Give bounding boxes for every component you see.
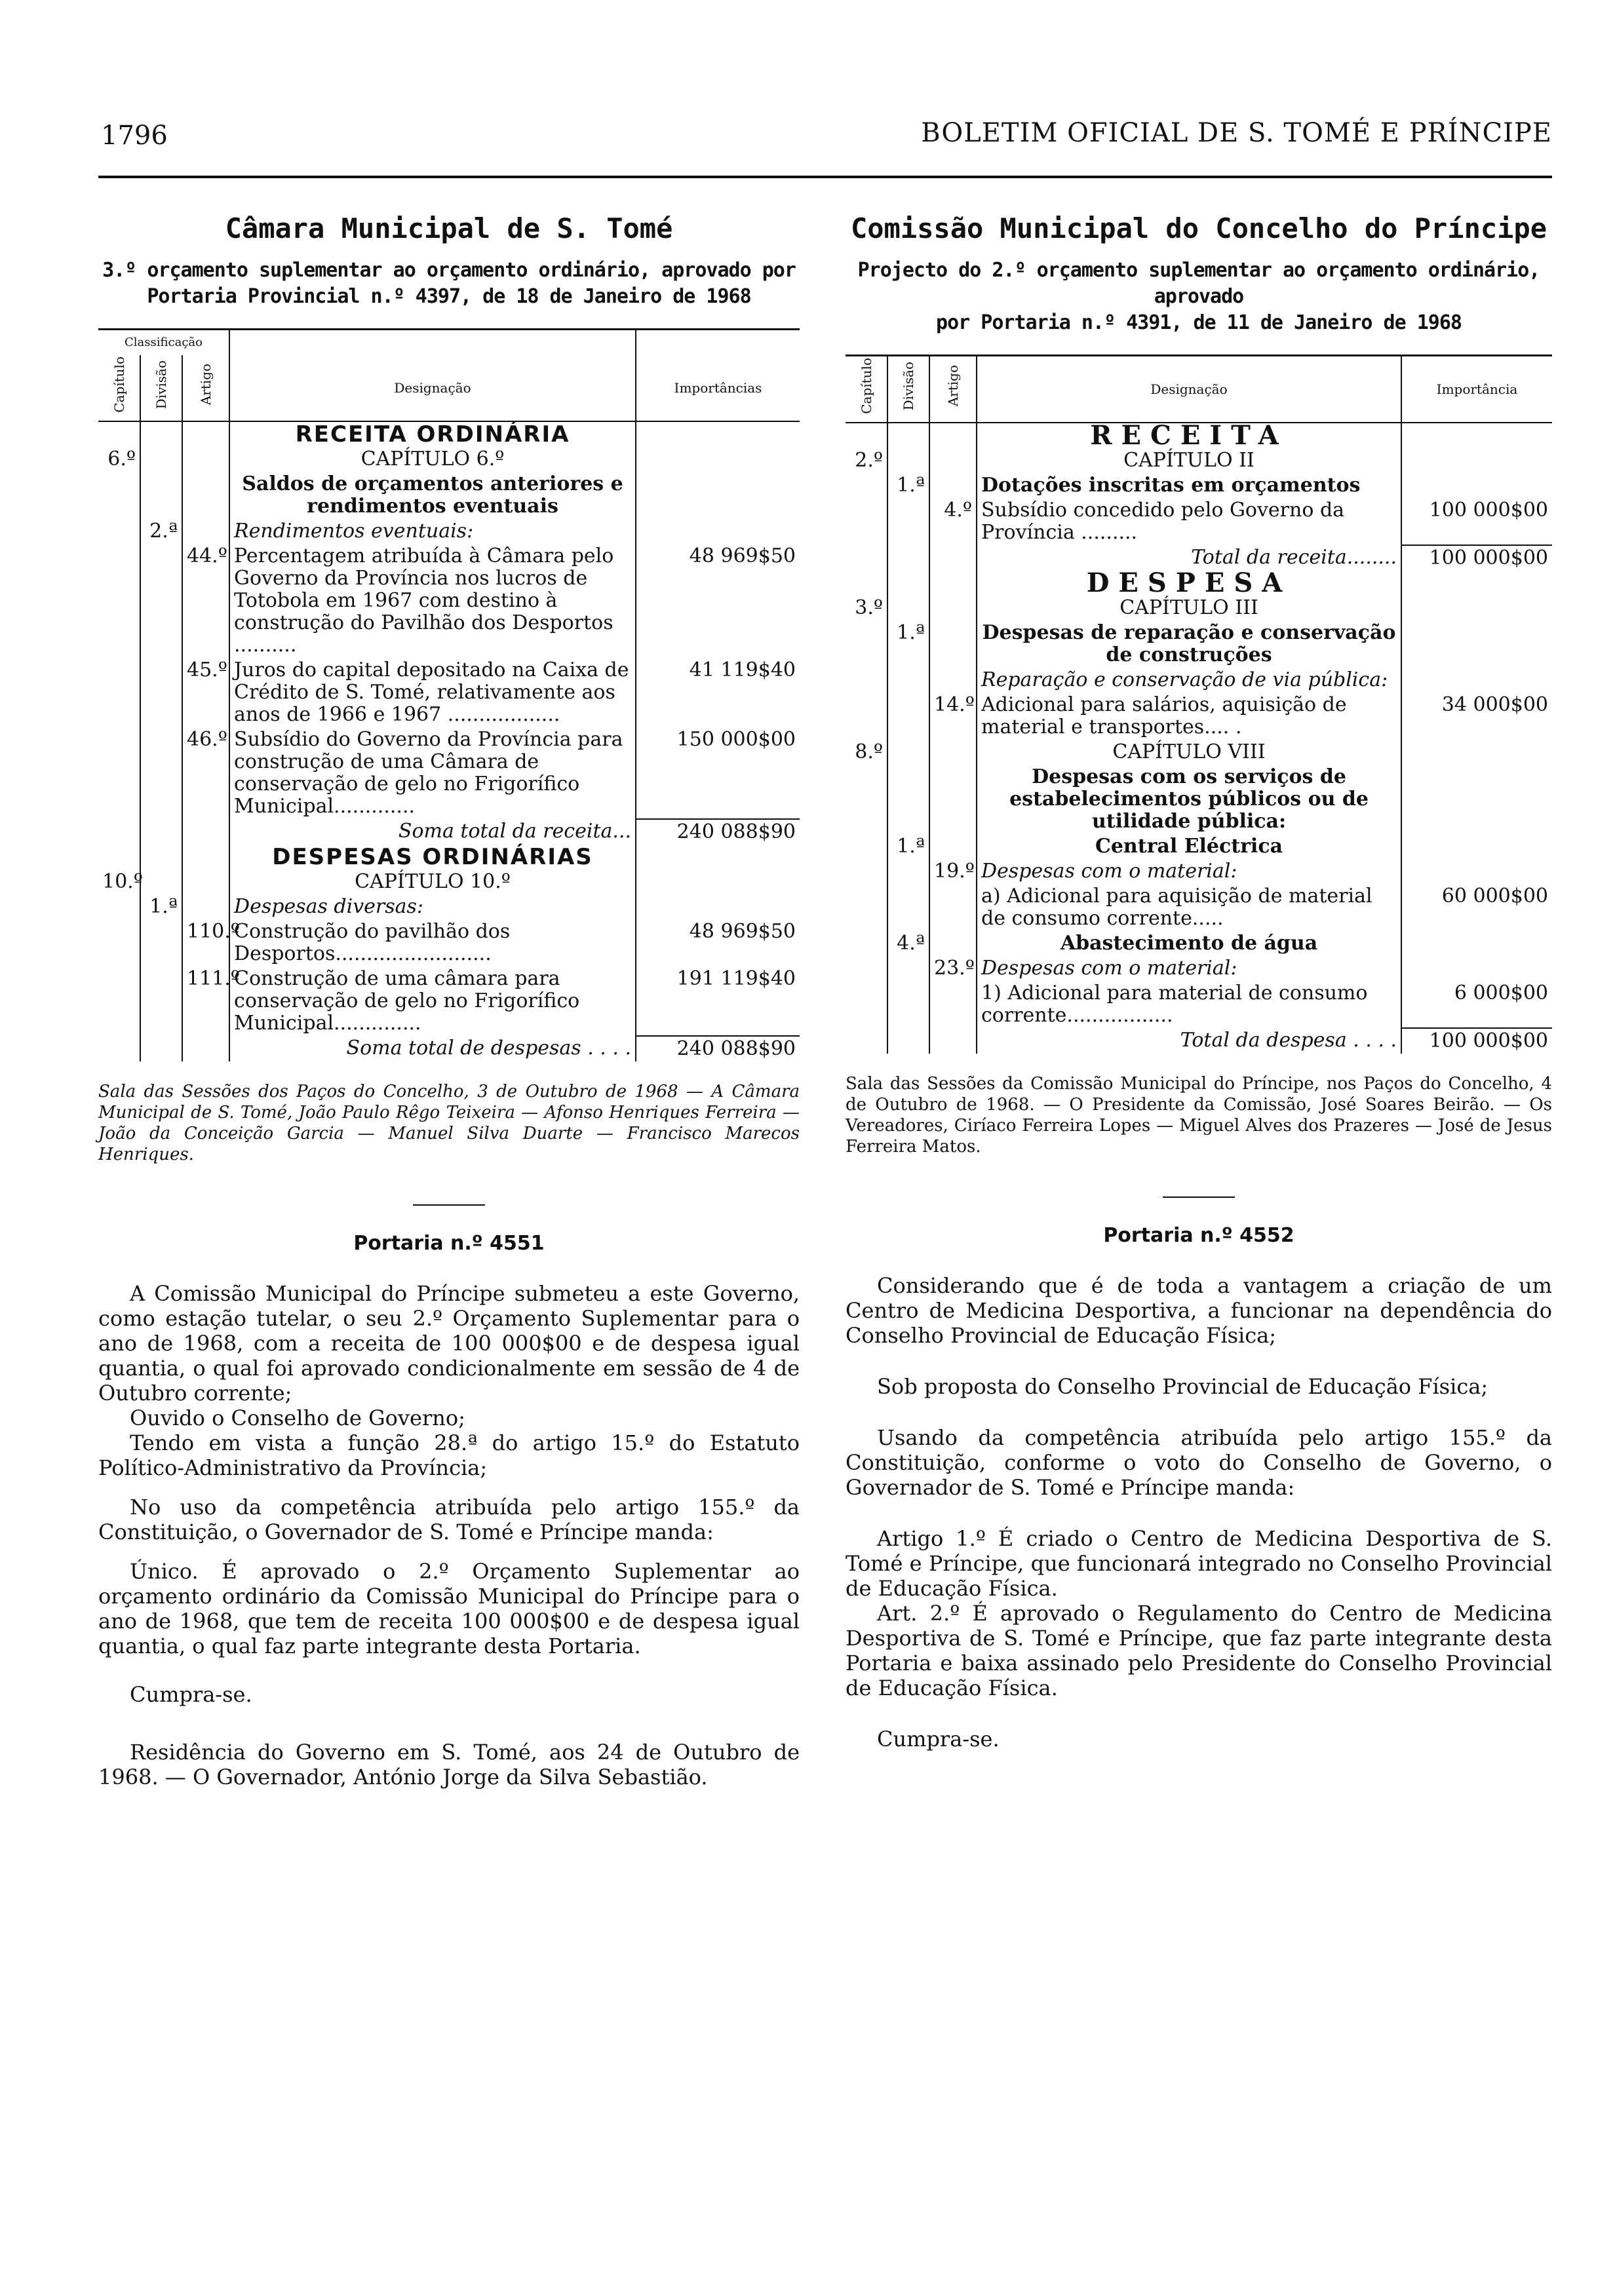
divisao-cell	[887, 571, 929, 596]
capitulo-cell	[846, 498, 887, 545]
page-number: 1796	[101, 121, 168, 151]
designacao-header: Designação	[229, 355, 636, 421]
capitulo-cell	[98, 819, 140, 845]
capitulo-cell	[846, 834, 887, 859]
divisao-cell	[887, 859, 929, 884]
paragraph: Artigo 1.º É criado o Centro de Medicina Desportiva de S. Tomé e Príncipe, que funcionará integrado no Conselho Provincial de Educação Física.	[846, 1525, 1552, 1601]
designacao-cell: Subsídio concedido pelo Governo da Província .........	[977, 498, 1401, 545]
paragraph: Único. É aprovado o 2.º Orçamento Suplementar ao orçamento ordinário da Comissão Municipal do Príncipe para o ano de 1968, que tem de receita 100 000$00 e de despesa igual quantia, o qual faz parte integrante desta Portaria.	[98, 1558, 800, 1658]
importancia-cell	[1401, 571, 1552, 596]
left-signature: Sala das Sessões dos Paços do Concelho, 3 de Outubro de 1968 — A Câmara Municipal de S. Tomé, João Paulo Rêgo Teixeira — Afonso Henriques Ferreira — João da Conceição Garcia — Manuel Silva Duarte — Francisco Marecos Henriques.	[98, 1081, 800, 1164]
header-rule	[98, 176, 1552, 178]
artigo-cell	[929, 596, 977, 621]
artigo-cell	[929, 740, 977, 765]
divisao-cell: 1.ª	[887, 834, 929, 859]
artigo-cell	[182, 519, 229, 544]
capitulo-cell	[98, 919, 140, 966]
designacao-cell: Percentagem atribuída à Câmara pelo Governo da Província nos lucros de Totobola em 1967 com destino à construção do Pavilhão dos Desportos ..........	[229, 544, 636, 658]
importancia-cell	[636, 421, 800, 447]
capitulo-cell	[846, 668, 887, 693]
table-row	[846, 956, 1552, 981]
table-row	[846, 473, 1552, 498]
designacao-cell: Rendimentos eventuais:	[229, 519, 636, 544]
table-row	[98, 447, 800, 472]
designacao-cell: CAPÍTULO II	[977, 448, 1401, 473]
artigo-cell: 46.º	[182, 727, 229, 819]
divisao-cell	[140, 845, 182, 870]
divisao-header: Divisão	[153, 360, 169, 410]
divisao-cell	[887, 596, 929, 621]
artigo-cell: 110.º	[182, 919, 229, 966]
importancia-cell	[636, 894, 800, 919]
table-row	[846, 498, 1552, 545]
table-row	[846, 571, 1552, 596]
importancia-cell: 48 969$50	[636, 919, 800, 966]
capitulo-cell	[846, 931, 887, 956]
importancia-cell	[636, 845, 800, 870]
artigo-cell	[929, 668, 977, 693]
designacao-cell: a) Adicional para aquisição de material de consumo corrente.....	[977, 884, 1401, 931]
left-title: Câmara Municipal de S. Tomé	[225, 212, 673, 244]
artigo-cell	[182, 870, 229, 894]
artigo-cell: 45.º	[182, 658, 229, 727]
designacao-cell: Total da receita........	[977, 545, 1401, 571]
journal-title: BOLETIM OFICIAL DE S. TOMÉ E PRÍNCIPE	[921, 118, 1552, 148]
capitulo-cell	[846, 859, 887, 884]
paragraph: Residência do Governo em S. Tomé, aos 24 de Outubro de 1968. — O Governador, António Jorge da Silva Sebastião.	[98, 1739, 800, 1789]
importancia-cell: 240 088$90	[636, 819, 800, 845]
importancia-cell	[1401, 668, 1552, 693]
artigo-cell: 4.º	[929, 498, 977, 545]
designacao-cell: Despesas com os serviços de estabelecimentos públicos ou de utilidade pública:	[977, 765, 1401, 834]
divisao-cell: 1.ª	[140, 894, 182, 919]
designacao-cell: CAPÍTULO VIII	[977, 740, 1401, 765]
artigo-cell: 44.º	[182, 544, 229, 658]
divisao-cell	[887, 545, 929, 571]
designacao-cell: Central Eléctrica	[977, 834, 1401, 859]
designacao-cell: Adicional para salários, aquisição de material e transportes.... .	[977, 693, 1401, 740]
section-divider	[413, 1204, 485, 1206]
paragraph: Art. 2.º É aprovado o Regulamento do Centro de Medicina Desportiva de S. Tomé e Príncipe, que faz parte integrante desta Portaria e baixa assinado pelo Presidente do Conselho Provincial de Educação Física.	[846, 1600, 1552, 1700]
table-row	[846, 596, 1552, 621]
right-column	[846, 197, 1552, 1751]
importancia-cell: 34 000$00	[1401, 693, 1552, 740]
designacao-cell: Soma total da receita...	[229, 819, 636, 845]
artigo-cell: 19.º	[929, 859, 977, 884]
importancia-cell	[636, 447, 800, 472]
capitulo-cell: 3.º	[855, 596, 883, 619]
paragraph: Sob proposta do Conselho Provincial de Educação Física;	[877, 1373, 1489, 1399]
designacao-header: Designação	[977, 356, 1401, 423]
classificacao-header: Classificação	[98, 330, 229, 356]
artigo-cell: 111.º	[182, 966, 229, 1036]
capitulo-cell	[846, 981, 887, 1028]
table-row	[98, 845, 800, 870]
designacao-cell: Juros do capital depositado na Caixa de Crédito de S. Tomé, relativamente aos anos de 1966 e 1967 ..................	[229, 658, 636, 727]
divisao-cell	[140, 727, 182, 819]
table-row	[846, 668, 1552, 693]
importancia-cell	[1401, 473, 1552, 498]
artigo-cell	[929, 448, 977, 473]
capitulo-cell	[846, 473, 887, 498]
paragraph: A Comissão Municipal do Príncipe submeteu a este Governo, como estação tutelar, o seu 2.º Orçamento Suplementar para o ano de 1968, com a receita de 100 000$00 e de despesa igual quantia, o qual foi aprovado condicionalmente em sessão de 4 de Outubro corrente;	[98, 1280, 800, 1406]
capitulo-cell	[98, 544, 140, 658]
divisao-cell	[887, 1028, 929, 1054]
paragraph: No uso da competência atribuída pelo artigo 155.º da Constituição, o Governador de S. Tomé e Príncipe manda:	[98, 1494, 800, 1544]
artigo-cell	[182, 894, 229, 919]
importancia-cell	[636, 870, 800, 894]
capitulo-cell	[98, 727, 140, 819]
divisao-cell	[140, 870, 182, 894]
table-row	[98, 544, 800, 658]
divisao-cell	[887, 956, 929, 981]
paragraph: Tendo em vista a função 28.ª do artigo 15.º do Estatuto Político-Administrativo da Província;	[98, 1430, 800, 1480]
table-row	[846, 1028, 1552, 1054]
capitulo-cell	[846, 545, 887, 571]
divisao-cell	[887, 668, 929, 693]
capitulo-cell	[98, 1036, 140, 1062]
paragraph: Ouvido o Conselho de Governo;	[130, 1405, 465, 1430]
capitulo-cell	[98, 519, 140, 544]
artigo-cell	[182, 421, 229, 447]
importancia-cell	[636, 472, 800, 519]
divisao-cell	[887, 448, 929, 473]
artigo-cell	[929, 884, 977, 931]
page-header	[98, 115, 1552, 155]
importancia-cell	[1401, 834, 1552, 859]
designacao-cell: DESPESA	[977, 571, 1401, 596]
capitulo-cell	[846, 956, 887, 981]
table-row	[98, 894, 800, 919]
designacao-cell: Despesas diversas:	[229, 894, 636, 919]
designacao-cell: Construção de uma câmara para conservação de gelo no Frigorífico Municipal..............	[229, 966, 636, 1036]
designacao-cell: CAPÍTULO III	[977, 596, 1401, 621]
capitulo-cell	[98, 421, 140, 447]
capitulo-cell: 2.º	[855, 448, 883, 472]
artigo-cell	[182, 819, 229, 845]
capitulo-cell	[98, 472, 140, 519]
importancia-cell	[1401, 740, 1552, 765]
importancia-cell: 100 000$00	[1401, 545, 1552, 571]
table-row	[846, 859, 1552, 884]
left-subtitle-2: Portaria Provincial n.º 4397, de 18 de Janeiro de 1968	[147, 285, 751, 308]
divisao-cell: 1.ª	[887, 473, 929, 498]
capitulo-cell: 6.º	[107, 447, 136, 470]
divisao-cell	[887, 693, 929, 740]
designacao-cell: Despesas de reparação e conservação de construções	[977, 621, 1401, 668]
importancia-cell	[1401, 859, 1552, 884]
divisao-cell	[887, 765, 929, 834]
table-row	[846, 545, 1552, 571]
left-column	[98, 197, 800, 1789]
capitulo-cell	[846, 571, 887, 596]
importancias-header: Importâncias	[636, 355, 800, 421]
right-budget-table	[846, 354, 1552, 1054]
divisao-cell	[140, 658, 182, 727]
divisao-cell	[887, 423, 929, 448]
table-row	[98, 870, 800, 894]
artigo-cell	[929, 571, 977, 596]
table-row	[98, 421, 800, 447]
divisao-cell	[140, 544, 182, 658]
importancia-cell: 100 000$00	[1401, 1028, 1552, 1054]
importancia-cell	[1401, 931, 1552, 956]
divisao-cell	[887, 740, 929, 765]
divisao-cell	[140, 966, 182, 1036]
artigo-header: Artigo	[198, 364, 214, 406]
importancia-cell: 6 000$00	[1401, 981, 1552, 1028]
designacao-cell: 1) Adicional para material de consumo corrente.................	[977, 981, 1401, 1028]
right-signature: Sala das Sessões da Comissão Municipal do Príncipe, nos Paços do Concelho, 4 de Outubro de 1968. — O Presidente da Comissão, José Soares Beirão. — Os Vereadores, Ciríaco Ferreira Lopes — Miguel Alves dos Prazeres — José de Jesus Ferreira Matos.	[846, 1073, 1552, 1157]
table-row	[98, 919, 800, 966]
designacao-cell: Soma total de despesas . . . .	[229, 1036, 636, 1062]
importancia-cell	[1401, 448, 1552, 473]
divisao-cell: 4.ª	[887, 931, 929, 956]
capitulo-cell: 10.º	[102, 870, 143, 893]
artigo-cell: 23.º	[929, 956, 977, 981]
capitulo-cell	[846, 1028, 887, 1054]
designacao-cell: RECEITA	[977, 423, 1401, 448]
designacao-cell: Reparação e conservação de via pública:	[977, 668, 1401, 693]
table-row	[846, 765, 1552, 834]
left-budget-table	[98, 328, 800, 1062]
importancia-cell	[1401, 596, 1552, 621]
portaria-4552-title: Portaria n.º 4552	[1103, 1223, 1294, 1247]
designacao-cell: DESPESAS ORDINÁRIAS	[229, 845, 636, 870]
portaria-4551-title: Portaria n.º 4551	[353, 1231, 545, 1255]
table-row	[846, 621, 1552, 668]
table-row	[98, 472, 800, 519]
right-subtitle-1: Projecto do 2.º orçamento suplementar ao orçamento ordinário, aprovado	[857, 259, 1540, 308]
paragraph: Cumpra-se.	[130, 1681, 252, 1707]
table-row	[98, 658, 800, 727]
artigo-cell	[929, 981, 977, 1028]
artigo-cell	[929, 545, 977, 571]
portaria-4551-body	[98, 1281, 800, 1789]
table-row	[98, 819, 800, 845]
capitulo-cell	[846, 423, 887, 448]
designacao-cell: Despesas com o material:	[977, 859, 1401, 884]
artigo-cell	[182, 1036, 229, 1062]
divisao-cell: 2.ª	[140, 519, 182, 544]
designacao-cell: Dotações inscritas em orçamentos	[977, 473, 1401, 498]
divisao-header: Divisão	[901, 361, 916, 411]
capitulo-cell	[846, 884, 887, 931]
designacao-cell: Construção do pavilhão dos Desportos.........................	[229, 919, 636, 966]
capitulo-cell	[98, 966, 140, 1036]
divisao-cell: 1.ª	[887, 621, 929, 668]
capitulo-cell	[846, 765, 887, 834]
divisao-cell	[140, 421, 182, 447]
capitulo-cell	[98, 845, 140, 870]
importancia-cell	[1401, 621, 1552, 668]
importancia-cell: 191 119$40	[636, 966, 800, 1036]
designacao-cell: Saldos de orçamentos anteriores e rendimentos eventuais	[229, 472, 636, 519]
designacao-cell: Despesas com o material:	[977, 956, 1401, 981]
importancia-cell: 60 000$00	[1401, 884, 1552, 931]
designacao-cell: Subsídio do Governo da Província para construção de uma Câmara de conservação de gelo no Frigorífico Municipal.............	[229, 727, 636, 819]
importancia-cell	[1401, 423, 1552, 448]
capitulo-cell: 8.º	[855, 740, 883, 763]
artigo-cell	[182, 845, 229, 870]
table-row	[98, 727, 800, 819]
artigo-cell	[929, 621, 977, 668]
table-row	[98, 1036, 800, 1062]
designacao-cell: CAPÍTULO 6.º	[229, 447, 636, 472]
importancia-cell	[636, 519, 800, 544]
table-row	[846, 693, 1552, 740]
importancia-cell: 240 088$90	[636, 1036, 800, 1062]
divisao-cell	[887, 981, 929, 1028]
divisao-cell	[887, 498, 929, 545]
artigo-cell	[929, 473, 977, 498]
divisao-cell	[140, 919, 182, 966]
importancia-cell: 41 119$40	[636, 658, 800, 727]
importancia-cell	[1401, 956, 1552, 981]
designacao-cell: CAPÍTULO 10.º	[229, 870, 636, 894]
capitulo-header: Capítulo	[858, 358, 874, 414]
capitulo-cell	[98, 894, 140, 919]
artigo-cell	[929, 765, 977, 834]
paragraph: Usando da competência atribuída pelo artigo 155.º da Constituição, conforme o voto do Conselho de Governo, o Governador de S. Tomé e Príncipe manda:	[846, 1425, 1552, 1500]
divisao-cell	[887, 884, 929, 931]
importancia-header: Importância	[1401, 356, 1552, 423]
artigo-cell	[929, 834, 977, 859]
section-divider	[1163, 1196, 1235, 1198]
table-row	[846, 884, 1552, 931]
artigo-cell	[929, 931, 977, 956]
artigo-cell	[182, 447, 229, 472]
paragraph: Cumpra-se.	[877, 1726, 1000, 1751]
artigo-cell	[929, 1028, 977, 1054]
table-row	[98, 966, 800, 1036]
table-row	[846, 448, 1552, 473]
divisao-cell	[140, 472, 182, 519]
designacao-cell: Abastecimento de água	[977, 931, 1401, 956]
designacao-cell: Total da despesa . . . .	[977, 1028, 1401, 1054]
importancia-cell: 48 969$50	[636, 544, 800, 658]
designacao-cell: RECEITA ORDINÁRIA	[229, 421, 636, 447]
artigo-cell	[182, 472, 229, 519]
right-subtitle-2: por Portaria n.º 4391, de 11 de Janeiro de 1968	[936, 311, 1462, 334]
importancia-cell	[1401, 765, 1552, 834]
portaria-4552-body	[846, 1273, 1552, 1751]
table-row	[98, 519, 800, 544]
table-row	[846, 423, 1552, 448]
table-row	[846, 981, 1552, 1028]
capitulo-cell	[98, 658, 140, 727]
divisao-cell	[140, 819, 182, 845]
capitulo-cell	[846, 621, 887, 668]
importancia-cell: 150 000$00	[636, 727, 800, 819]
table-row	[846, 740, 1552, 765]
table-row	[846, 931, 1552, 956]
importancia-cell: 100 000$00	[1401, 498, 1552, 545]
paragraph: Considerando que é de toda a vantagem a criação de um Centro de Medicina Desportiva, a funcionar na dependência do Conselho Provincial de Educação Física;	[846, 1272, 1552, 1348]
divisao-cell	[140, 447, 182, 472]
capitulo-cell	[846, 693, 887, 740]
artigo-cell: 14.º	[929, 693, 977, 740]
right-title: Comissão Municipal do Concelho do Príncipe	[850, 212, 1547, 244]
divisao-cell	[140, 1036, 182, 1062]
table-row	[846, 834, 1552, 859]
artigo-header: Artigo	[945, 365, 961, 407]
left-subtitle-1: 3.º orçamento suplementar ao orçamento ordinário, aprovado por	[102, 259, 796, 282]
artigo-cell	[929, 423, 977, 448]
capitulo-header: Capítulo	[111, 356, 127, 413]
